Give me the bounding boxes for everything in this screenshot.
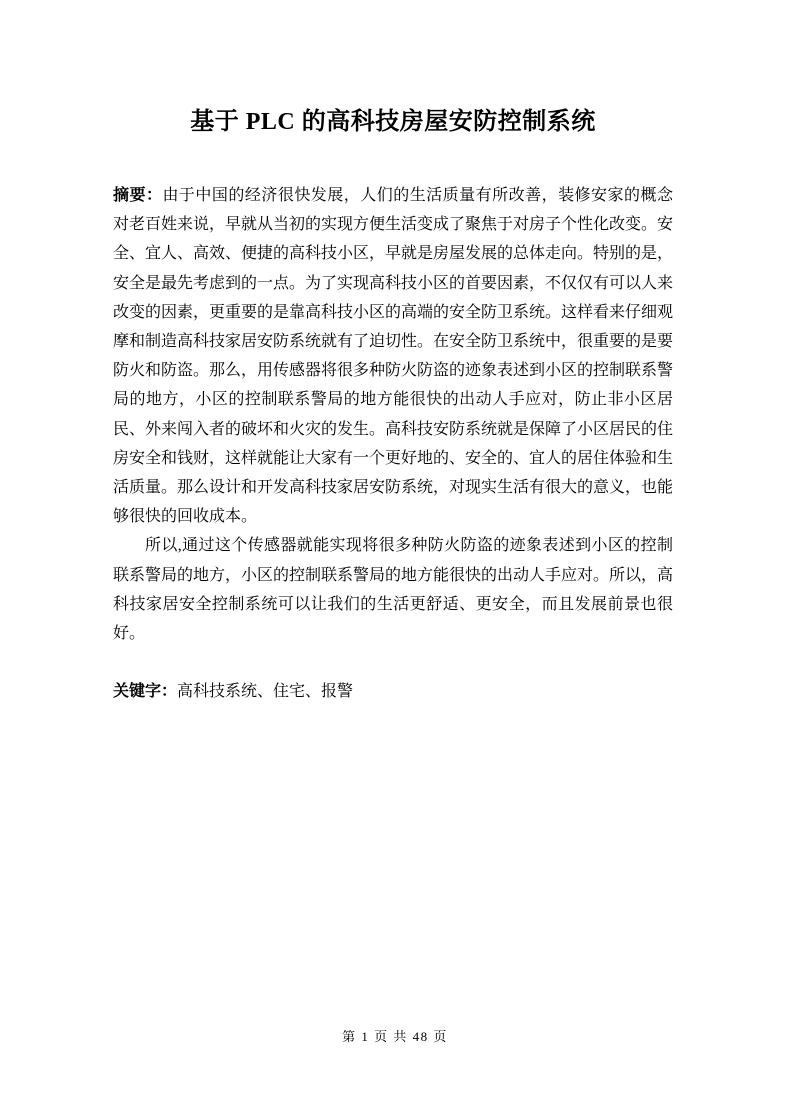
keywords-line xyxy=(113,677,673,706)
keywords-text: 高科技系统、住宅、报警 xyxy=(177,683,354,701)
keywords-label: 关键字： xyxy=(113,683,178,701)
abstract-paragraph-1 xyxy=(113,181,673,531)
abstract-paragraph-2: 所以,通过这个传感器就能实现将很多种防火防盗的迹象表述到小区的控制联系警局的地方，小区的控制联系警局的地方能很快的出动人手应对。所以，高科技家居安全控制系统可以让我们的生活更舒适、更安全，而且发展前景也很好。 xyxy=(113,537,674,643)
abstract-label: 摘要： xyxy=(113,187,163,204)
abstract-paragraph-1-text: 由于中国的经济很快发展，人们的生活质量有所改善，装修安家的概念对老百姓来说，早就从当初的实现方便生活变成了聚焦于对房子个性化改变。安全、宜人、高效、便捷的高科技小区，早就是房屋发展的总体走向。特别的是，安全是最先考虑到的一点。为了实现高科技小区的首要因素，不仅仅有可以人来改变的因素，更重要的是靠高科技小区的高端的安全防卫系统。这样看来仔细观摩和制造高科技家居安防系统就有了迫切性。在安全防卫系统中，很重要的是要防火和防盗。那么，用传感器将很多种防火防盗的迹象表述到小区的控制联系警局的地方，小区的控制联系警局的地方能很快的出动人手应对，防止非小区居民、外来闯入者的破坏和火灾的发生。高科技安防系统就是保障了小区居民的住房安全和钱财，这样就能让大家有一个更好地的、安全的、宜人的居住体验和生活质量。那么设计和开发高科技家居安防系统，对现实生活有很大的意义，也能够很快的回收成本。 xyxy=(113,187,674,526)
page-number-text: 第 1 页 共 48 页 xyxy=(342,1029,448,1044)
page-footer xyxy=(0,1028,790,1046)
document-title: 基于 PLC 的高科技房屋安防控制系统 xyxy=(190,109,596,135)
abstract-section xyxy=(113,181,673,707)
